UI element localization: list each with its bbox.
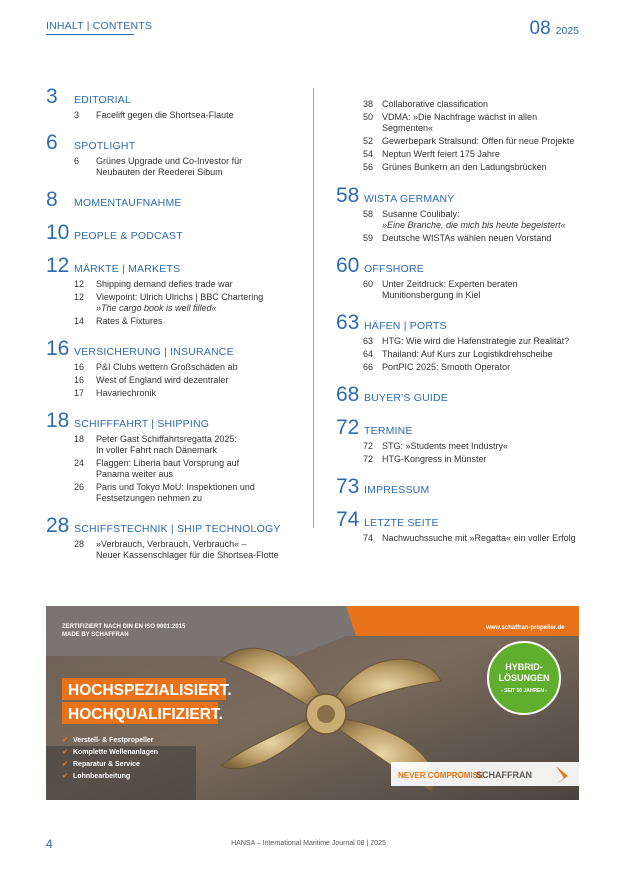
toc-section-number: 28 <box>46 514 70 537</box>
toc-entry-line: Grünes Upgrade und Co-Investor für <box>96 156 243 166</box>
toc-entry-page: 58 <box>363 209 374 219</box>
toc-entry-text <box>382 533 586 544</box>
footer-journal: HANSA – International Maritime Journal 08 | 2025 <box>231 840 386 847</box>
toc-section-number: 10 <box>46 221 70 244</box>
toc-section-title: SPOTLIGHT <box>74 140 136 152</box>
check-icon: ✔ <box>62 737 68 744</box>
toc-section <box>46 222 304 244</box>
toc-entry-page: 3 <box>74 110 80 120</box>
toc-entry-text <box>96 388 304 399</box>
ad-badge <box>488 642 560 714</box>
toc-section <box>46 189 304 211</box>
toc-entry[interactable] <box>336 454 586 465</box>
toc-section <box>336 312 586 373</box>
toc-entry-line: Nachwuchssuche mit »Regatta« ein voller Erfolg <box>382 533 576 543</box>
toc-entry-text <box>382 362 586 373</box>
toc-section-heading[interactable] <box>336 185 586 207</box>
toc-section-title: BUYER'S GUIDE <box>364 392 448 404</box>
ad-bullet: Reparatur & Service <box>73 761 140 768</box>
toc-entry-line: PortPIC 2025: Smooth Operator <box>382 362 511 372</box>
toc-section-heading[interactable] <box>336 312 586 334</box>
ad-headline-2: HOCHQUALIFIZIERT. <box>68 706 223 723</box>
toc-entry-text <box>96 279 304 290</box>
toc-section-title: MÄRKTE | MARKETS <box>74 263 181 275</box>
toc-section <box>336 185 586 244</box>
toc-entry[interactable] <box>336 362 586 373</box>
toc-entry-line: Rates & Fixtures <box>96 316 163 326</box>
toc-section <box>336 384 586 406</box>
toc-section-heading[interactable] <box>46 86 304 108</box>
toc-entry-page: 52 <box>363 136 374 146</box>
toc-entry-page: 14 <box>74 316 85 326</box>
ad-badge-line1: HYBRID- <box>505 662 543 672</box>
toc-entry-text <box>96 316 304 327</box>
check-icon: ✔ <box>62 773 68 780</box>
ad-bullet: Verstell- & Festpropeller <box>73 737 154 744</box>
toc-entry[interactable] <box>336 162 586 173</box>
toc-entry-text <box>382 279 586 301</box>
section-label: INHALT | CONTENTS <box>46 20 153 32</box>
toc-entry-line: VDMA: »Die Nachfrage wächst in allen <box>382 112 538 122</box>
toc-section-title: LETZTE SEITE <box>364 517 439 529</box>
toc-entry-text <box>96 110 304 121</box>
toc-entry-page: 54 <box>363 149 374 159</box>
toc-entry-line: STG: »Students meet Industry« <box>382 441 509 451</box>
issue-indicator <box>530 18 580 40</box>
toc-section <box>46 515 304 561</box>
toc-entry[interactable] <box>336 112 586 134</box>
toc-entry-text <box>382 99 586 110</box>
toc-section-title: TERMINE <box>364 425 413 437</box>
toc-entry-line: Collaborative classification <box>382 99 489 109</box>
toc-entry-line: In voller Fahrt nach Dänemark <box>96 445 218 455</box>
ad-slogan: NEVER COMPROMISE. <box>398 771 486 780</box>
toc-entry-line: Munitionsbergung in Kiel <box>382 290 481 300</box>
toc-entry-page: 74 <box>363 533 374 543</box>
toc-entry-text <box>382 233 586 244</box>
toc-entry-page: 16 <box>74 362 85 372</box>
toc-entry[interactable] <box>46 375 304 386</box>
toc-entry-line: Festsetzungen nehmen zu <box>96 493 203 503</box>
toc-entry-line: »Verbrauch, Verbrauch, Verbrauch« – <box>96 539 247 549</box>
toc-section-number: 63 <box>336 311 360 334</box>
toc-entry-line: Flaggen: Liberia baut Vorsprung auf <box>96 458 240 468</box>
toc-entry[interactable] <box>336 349 586 360</box>
toc-entry[interactable] <box>336 336 586 347</box>
toc-entry[interactable] <box>46 539 304 561</box>
toc-section-heading[interactable] <box>336 384 586 406</box>
toc-entry-text <box>382 162 586 173</box>
toc-entry[interactable] <box>46 316 304 327</box>
toc-entry[interactable] <box>336 533 586 544</box>
toc-entry-text <box>96 539 304 561</box>
toc-section <box>46 338 304 399</box>
toc-entry-line: Grünes Bunkern an den Ladungsbrücken <box>382 162 547 172</box>
toc-section-number: 73 <box>336 475 360 498</box>
toc-section <box>336 476 586 498</box>
toc-section-title: OFFSHORE <box>364 263 424 275</box>
toc-section-number: 74 <box>336 508 360 531</box>
toc-entry-text <box>96 362 304 373</box>
toc-entry-page: 12 <box>74 279 85 289</box>
toc-entry-page: 12 <box>74 292 85 302</box>
toc-section <box>336 255 586 301</box>
toc-entry-text <box>382 136 586 147</box>
toc-section <box>46 132 304 178</box>
toc-left-column <box>46 86 304 561</box>
toc-entry-page: 64 <box>363 349 374 359</box>
toc-entry[interactable] <box>336 136 586 147</box>
toc-section-number: 8 <box>46 188 58 211</box>
toc-section-title: PEOPLE & PODCAST <box>74 230 183 242</box>
toc-section-title: IMPRESSUM <box>364 484 430 496</box>
toc-entry-line: West of England wird dezentraler <box>96 375 229 385</box>
toc-entry[interactable] <box>46 292 304 314</box>
toc-entry-page: 24 <box>74 458 85 468</box>
check-icon: ✔ <box>62 749 68 756</box>
toc-entry-page: 60 <box>363 279 374 289</box>
toc-section-title: EDITORIAL <box>74 94 132 106</box>
ad-headline-1: HOCHSPEZIALISIERT. <box>68 682 232 699</box>
toc-section-title: HÄFEN | PORTS <box>364 320 447 332</box>
toc-entry-line: Peter Gast Schiffahrtsregatta 2025: <box>96 434 237 444</box>
toc-section-heading[interactable] <box>336 417 586 439</box>
toc-section-number: 72 <box>336 416 360 439</box>
toc-section-heading[interactable] <box>336 476 586 498</box>
toc-entry[interactable] <box>46 362 304 373</box>
toc-section-heading[interactable] <box>46 410 304 432</box>
toc-entry[interactable] <box>336 209 586 231</box>
toc-section-title: VERSICHERUNG | INSURANCE <box>74 346 234 358</box>
toc-entry-page: 17 <box>74 388 85 398</box>
toc-entry-text <box>382 336 586 347</box>
toc-entry-line: Gewerbepark Stralsund: Offen für neue Projekte <box>382 136 575 146</box>
toc-entry-line: HTG: Wie wird die Hafenstrategie zur Realität? <box>382 336 570 346</box>
toc-section-title: SCHIFFSTECHNIK | SHIP TECHNOLOGY <box>74 523 281 535</box>
toc-section-heading[interactable] <box>336 509 586 531</box>
toc-entry-text <box>96 156 304 178</box>
ad-cert-line1: ZERTIFIZIERT NACH DIN EN ISO 9001:2015 <box>62 624 186 630</box>
toc-section-number: 58 <box>336 184 360 207</box>
toc-entry-text <box>382 349 586 360</box>
toc-section-number: 12 <box>46 254 70 277</box>
toc-entry-page: 6 <box>74 156 80 166</box>
toc-entry-text <box>96 375 304 386</box>
toc-section-number: 6 <box>46 131 58 154</box>
ad-url[interactable]: www.schaffran-propeller.de <box>486 625 565 631</box>
toc-section-heading[interactable] <box>46 132 304 154</box>
toc-entry-line: Paris und Tokyo MoU: Inspektionen und <box>96 482 255 492</box>
toc-entry-text <box>96 292 304 314</box>
toc-entry-line: Panama weiter aus <box>96 469 174 479</box>
toc-entry-line: Neuer Kassenschlager für die Shortsea-Flotte <box>96 550 279 560</box>
toc-entry-page: 26 <box>74 482 85 492</box>
page-number: 4 <box>46 837 53 851</box>
toc-entry[interactable] <box>46 110 304 121</box>
toc-entry-text <box>96 458 304 480</box>
toc-entry-quote: »Eine Branche, die mich bis heute begeistert« <box>382 220 566 230</box>
toc-section-heading[interactable] <box>46 222 304 244</box>
toc-entry-line: Segmenten« <box>382 123 434 133</box>
ad-brand-logo: SCHAFFRAN <box>476 770 532 780</box>
toc-section-heading[interactable] <box>336 255 586 277</box>
toc-section-number: 68 <box>336 383 360 406</box>
toc-entry-page: 63 <box>363 336 374 346</box>
toc-entry-page: 16 <box>74 375 85 385</box>
section-label-underline <box>46 34 134 35</box>
toc-entry-line: Deutsche WISTAs wählen neuen Vorstand <box>382 233 552 243</box>
toc-entry[interactable] <box>46 388 304 399</box>
toc-entry[interactable] <box>46 482 304 504</box>
toc-entry-page: 38 <box>363 99 374 109</box>
toc-entry-line: HTG-Kongress in Münster <box>382 454 487 464</box>
toc-entry[interactable] <box>336 279 586 301</box>
toc-section-heading[interactable] <box>46 189 304 211</box>
toc-entry-line: P&I Clubs wettern Großschäden ab <box>96 362 238 372</box>
ad-badge-line3: - SEIT 50 JAHREN - <box>500 688 548 694</box>
toc-entry-page: 28 <box>74 539 85 549</box>
toc-section <box>46 86 304 121</box>
toc-entry-page: 56 <box>363 162 374 172</box>
toc-section <box>336 509 586 544</box>
toc-entry-line: Thailand: Auf Kurs zur Logistikdrehscheibe <box>382 349 553 359</box>
toc-entry-page: 18 <box>74 434 85 444</box>
toc-entry-quote: »The cargo book is well filled« <box>96 303 217 313</box>
toc-entry-line: Neubauten der Reederei Sibum <box>96 167 223 177</box>
toc-entry-line: Neptun Werft feiert 175 Jahre <box>382 149 500 159</box>
ad-graphic <box>46 606 579 800</box>
toc-entry-text <box>382 209 586 231</box>
toc-section <box>46 255 304 327</box>
check-icon: ✔ <box>62 761 68 768</box>
toc-entry-line: Havariechronik <box>96 388 157 398</box>
ad-bullet: Lohnbearbeitung <box>73 773 131 780</box>
toc-section-heading[interactable] <box>46 515 304 537</box>
issue-number: 08 <box>529 18 551 39</box>
toc-right-column <box>336 97 586 544</box>
toc-section-heading[interactable] <box>46 255 304 277</box>
toc-section-title: SCHIFFFAHRT | SHIPPING <box>74 418 210 430</box>
toc-entry-line: Unter Zeitdruck: Experten beraten <box>382 279 518 289</box>
toc-section-number: 18 <box>46 409 70 432</box>
toc-entry-page: 72 <box>363 441 374 451</box>
toc-entry-text <box>96 482 304 504</box>
toc-entry[interactable] <box>46 458 304 480</box>
toc-entry[interactable] <box>336 441 586 452</box>
toc-entry-line: Susanne Coulibaly: <box>382 209 460 219</box>
column-divider <box>313 88 314 528</box>
toc-section-title: MOMENTAUFNAHME <box>74 197 182 209</box>
toc-entry[interactable] <box>336 149 586 160</box>
ad-badge-line2: LÖSUNGEN <box>498 673 550 683</box>
ad-cert-line2: MADE BY SCHAFFRAN <box>62 632 129 638</box>
issue-year: 2025 <box>555 25 579 37</box>
toc-entry[interactable] <box>336 233 586 244</box>
toc-section <box>336 417 586 465</box>
toc-entry-page: 66 <box>363 362 374 372</box>
toc-entry[interactable] <box>46 156 304 178</box>
toc-entry-line: Viewpoint: Ulrich Ulrichs | BBC Chartering <box>96 292 264 302</box>
toc-entry-line: Facelift gegen die Shortsea-Flaute <box>96 110 234 120</box>
toc-section-number: 60 <box>336 254 360 277</box>
toc-entry-line: Shipping demand defies trade war <box>96 279 233 289</box>
toc-section-number: 16 <box>46 337 70 360</box>
advertisement[interactable] <box>46 606 579 800</box>
toc-entry-text <box>382 112 586 134</box>
toc-entry[interactable] <box>336 99 586 110</box>
toc-entry-page: 50 <box>363 112 374 122</box>
toc-entry[interactable] <box>46 279 304 290</box>
toc-entry-text <box>96 434 304 456</box>
toc-entry-text <box>382 454 586 465</box>
toc-entry-text <box>382 149 586 160</box>
toc-section <box>46 410 304 504</box>
toc-entry[interactable] <box>46 434 304 456</box>
toc-entry-text <box>382 441 586 452</box>
toc-section-heading[interactable] <box>46 338 304 360</box>
toc-entry-page: 72 <box>363 454 374 464</box>
toc-section-title: WISTA GERMANY <box>364 193 455 205</box>
toc-section-number: 3 <box>46 85 58 108</box>
ad-bullet: Komplette Wellenanlagen <box>73 749 159 756</box>
toc-entry-page: 59 <box>363 233 374 243</box>
